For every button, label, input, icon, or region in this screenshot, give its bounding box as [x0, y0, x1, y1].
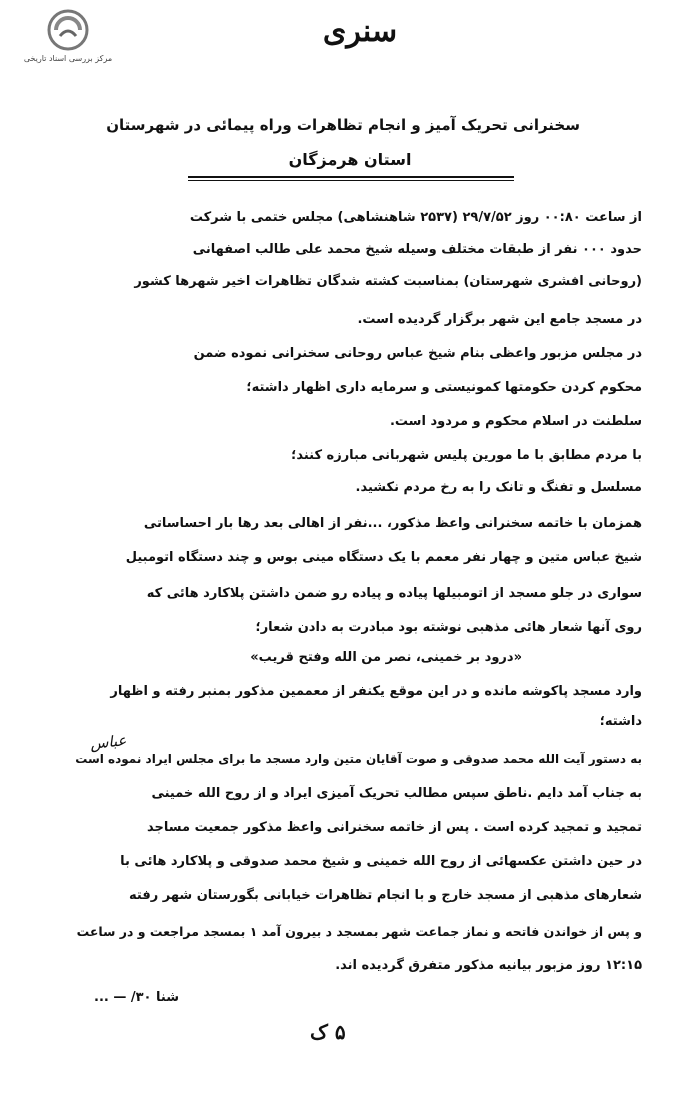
body-line: تمجید و تمجید کرده است . پس از خاتمه سخنرانی واعظ مذکور جمعیت مساجد — [147, 820, 642, 835]
subject-underline-2 — [188, 180, 514, 181]
subject-line-2: استان هرمزگان — [288, 150, 412, 169]
handwritten-margin-note: عباس — [89, 731, 128, 753]
body-line: و پس از خواندن فاتحه و نماز جماعت شهر بمسجد د بیرون آمد ۱ بمسجد مراجعت و در ساعت — [76, 924, 642, 939]
body-line: سواری در جلو مسجد از اتومبیلها پیاده و پیاده رو ضمن داشتن پلاکارد هائی که — [146, 586, 642, 601]
body-line: با مردم مطابق با ما مورین پلیس شهربانی مبارزه کنند؛ — [291, 448, 642, 463]
body-line: (روحانی افشری شهرستان) بمناسبت کشته شدگان تظاهرات اخیر شهرها کشور — [134, 274, 642, 289]
signature-line: شنا ۳۰/ — ... — [94, 990, 179, 1005]
subject-underline — [188, 176, 514, 178]
body-line: در مجلس مزبور واعظی بنام شیخ عباس روحانی سخنرانی نموده ضمن — [193, 346, 642, 361]
body-line: در حین داشتن عکسهائی از روح الله خمینی و شیخ محمد صدوقی و پلاکارد هائی با — [120, 854, 642, 869]
body-line: محکوم کردن حکومتها کمونیستی و سرمایه داری اظهار داشته؛ — [246, 380, 642, 395]
footer-mark: ۵ ک — [310, 1020, 346, 1044]
body-line: از ساعت ۰۰:۸۰ روز ۲۹/۷/۵۲ (۲۵۳۷ شاهنشاهی) مجلس ختمی با شرکت — [189, 210, 642, 225]
body-line: مسلسل و تفنگ و تانک را به رخ مردم نکشید. — [355, 480, 642, 495]
body-line: روی آنها شعار هائی مذهبی نوشته بود مبادرت به دادن شعار؛ — [255, 620, 642, 635]
document-header: سنری — [322, 14, 398, 49]
body-line: داشته؛ — [599, 714, 642, 729]
body-line: شعارهای مذهبی از مسجد خارج و با انجام تظاهرات خیابانی بگورستان شهر رفته — [129, 888, 642, 903]
watermark-logo — [18, 8, 118, 78]
body-line: «درود بر خمینی، نصر من الله وفتح قریب» — [250, 650, 522, 665]
body-line: ۱۲:۱۵ روز مزبور بیانیه مذکور متفرق گردیده اند. — [335, 958, 642, 973]
body-line: حدود ۰۰۰ نفر از طبقات مختلف وسیله شیخ محمد علی طالب اصفهانی — [192, 242, 642, 257]
body-line: به جناب آمد دایم .ناطق سپس مطالب تحریک آمیزی ایراد و از روح الله خمینی — [151, 786, 642, 801]
body-line: شیخ عباس متین و چهار نفر معمم با یک دستگاه مینی بوس و چند دستگاه اتومبیل — [125, 550, 642, 565]
body-line: سلطنت در اسلام محکوم و مردود است. — [389, 414, 642, 429]
subject-line-1: سخنرانی تحریک آمیز و انجام تظاهرات وراه پیمائی در شهرستان — [106, 116, 580, 134]
body-line: وارد مسجد پاکوشه مانده و در این موقع یکنفر از معممین مذکور بمنبر رفته و اظهار — [110, 684, 642, 699]
watermark-text: مرکز بررسی اسناد تاریخی — [23, 54, 113, 63]
body-line: در مسجد جامع این شهر برگزار گردیده است. — [357, 312, 642, 327]
body-line: به دستور آیت الله محمد صدوقی و صوت آقایان متین وارد مسجد ما برای مجلس ایراد نموده است — [75, 752, 642, 766]
body-line: همزمان با خاتمه سخنرانی واعظ مذکور، ...نفر از اهالی بعد رها بار احساساتی — [143, 516, 642, 531]
archive-logo-icon — [46, 8, 90, 52]
